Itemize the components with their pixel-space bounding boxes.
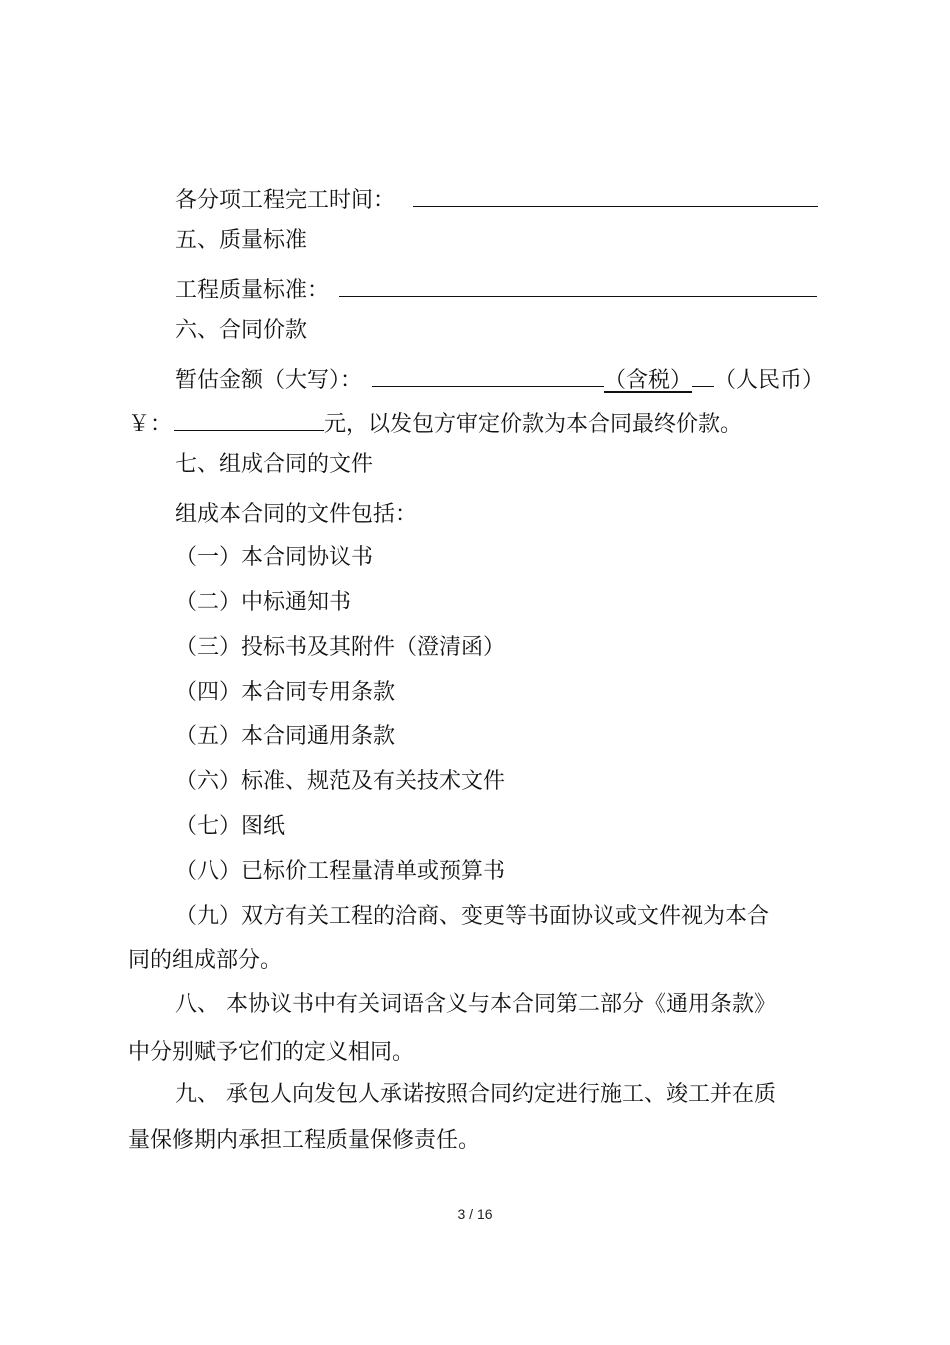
completion-time-label: 各分项工程完工时间： xyxy=(175,188,396,213)
docs-intro: 组成本合同的文件包括： xyxy=(175,502,418,527)
doc-item-2: （二）中标通知书 xyxy=(175,590,352,615)
section7-heading: 七、组成合同的文件 xyxy=(175,452,374,477)
doc-item-6: （六）标准、规范及有关技术文件 xyxy=(175,769,506,794)
doc-item-1: （一）本合同协议书 xyxy=(175,545,374,570)
doc-item-7: （七）图纸 xyxy=(175,814,286,839)
section6-heading: 六、合同价款 xyxy=(175,318,308,343)
section9-line2: 量保修期内承担工程质量保修责任。 xyxy=(128,1128,481,1153)
quality-standard-blank xyxy=(339,276,817,297)
page-number: 3 / 16 xyxy=(457,1206,493,1222)
doc-item-5: （五）本合同通用条款 xyxy=(175,724,396,749)
doc-item-8: （八）已标价工程量清单或预算书 xyxy=(175,859,506,884)
amount-tax-note: （含税） xyxy=(604,368,693,393)
completion-time-blank xyxy=(413,186,818,207)
doc-item-9-line2: 同的组成部分。 xyxy=(128,948,283,973)
amount-blank xyxy=(372,366,604,387)
amount-row xyxy=(175,366,824,396)
section8-line1: 八、 本协议书中有关词语含义与本合同第二部分《通用条款》 xyxy=(175,992,776,1017)
amount-suffix: 元，以发包方审定价款为本合同最终价款。 xyxy=(324,412,743,437)
doc-item-3: （三）投标书及其附件（澄清函） xyxy=(175,635,506,660)
amount-yen-blank xyxy=(174,410,324,431)
section5-heading: 五、质量标准 xyxy=(175,228,308,253)
doc-item-4: （四）本合同专用条款 xyxy=(175,680,396,705)
amount-label: 暂估金额（大写）： xyxy=(175,368,363,393)
completion-time-row xyxy=(175,186,818,216)
doc-item-9-line1: （九）双方有关工程的洽商、变更等书面协议或文件视为本合 xyxy=(175,904,770,929)
amount-currency: （人民币） xyxy=(714,368,825,393)
quality-standard-label: 工程质量标准： xyxy=(175,278,330,303)
section9-line1: 九、 承包人向发包人承诺按照合同约定进行施工、竣工并在质 xyxy=(175,1082,776,1107)
amount-yen-label: ￥： xyxy=(128,412,173,437)
section8-line2: 中分别赋予它们的定义相同。 xyxy=(128,1040,415,1065)
amount-tax-blank xyxy=(692,366,714,387)
amount-yen-row xyxy=(128,410,742,440)
quality-standard-row xyxy=(175,276,817,306)
